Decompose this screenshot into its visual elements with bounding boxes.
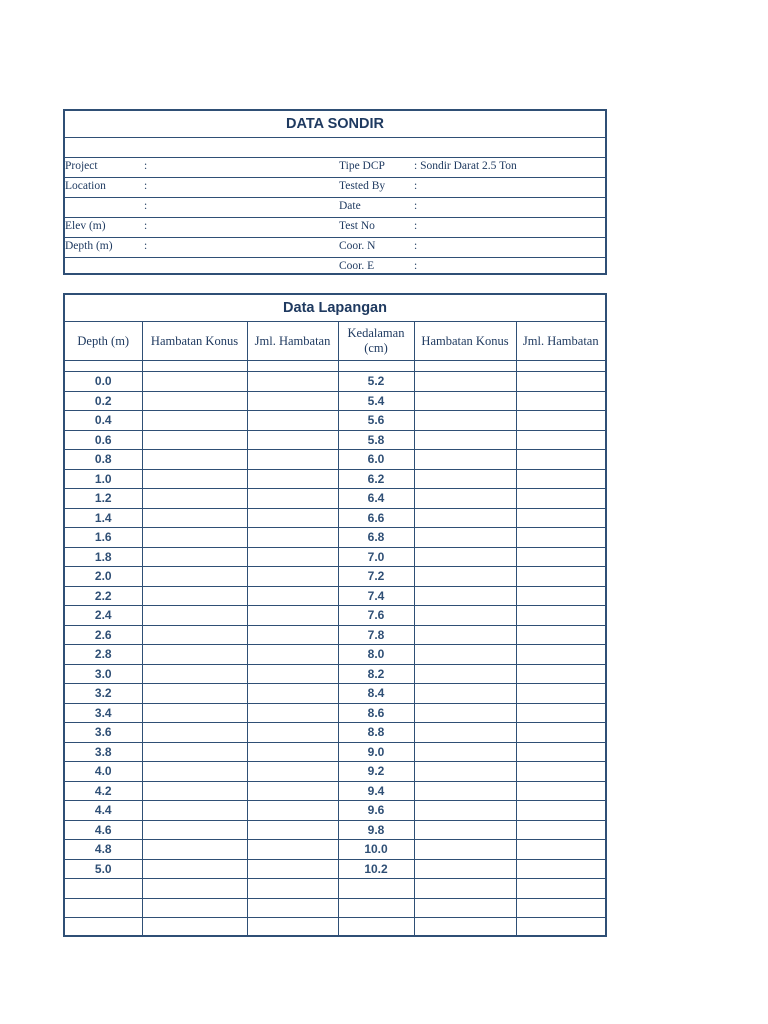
depth-cell: 4.2 bbox=[65, 781, 142, 801]
kedalaman-cell: 5.2 bbox=[338, 372, 414, 392]
depth-cell: 0.2 bbox=[65, 391, 142, 411]
depth-cell: 1.0 bbox=[65, 469, 142, 489]
table-cell bbox=[142, 469, 247, 489]
table-cell bbox=[247, 664, 338, 684]
location-colon: : bbox=[144, 180, 148, 192]
depth-cell: 0.4 bbox=[65, 411, 142, 431]
table-cell bbox=[247, 645, 338, 665]
table-cell bbox=[247, 918, 338, 937]
table-cell bbox=[142, 391, 247, 411]
sheet-title: DATA SONDIR bbox=[65, 111, 605, 138]
table-cell bbox=[247, 606, 338, 626]
kedalaman-cell: 6.6 bbox=[338, 508, 414, 528]
kedalaman-cell: 5.4 bbox=[338, 391, 414, 411]
table-spacer-row bbox=[65, 361, 605, 372]
depth-cell: 3.0 bbox=[65, 664, 142, 684]
tipe-value: : Sondir Darat 2.5 Ton bbox=[414, 160, 517, 172]
table-cell bbox=[142, 879, 247, 899]
depth-cell: 3.4 bbox=[65, 703, 142, 723]
table-row bbox=[65, 859, 605, 879]
table-cell bbox=[414, 411, 516, 431]
table-row bbox=[65, 840, 605, 860]
tested-label: Tested By bbox=[339, 180, 386, 192]
table-row bbox=[65, 411, 605, 431]
table-cell bbox=[414, 361, 516, 372]
depth-cell: 3.8 bbox=[65, 742, 142, 762]
table-cell bbox=[247, 361, 338, 372]
table-cell bbox=[516, 840, 605, 860]
table-cell bbox=[247, 840, 338, 860]
project-label: Project bbox=[65, 160, 98, 172]
table-cell bbox=[516, 391, 605, 411]
table-cell bbox=[142, 820, 247, 840]
kedalaman-cell: 9.2 bbox=[338, 762, 414, 782]
header-hambatan-konus: Hambatan Konus bbox=[142, 322, 247, 361]
kedalaman-cell: 6.0 bbox=[338, 450, 414, 470]
table-row bbox=[65, 898, 605, 918]
table-cell bbox=[142, 567, 247, 587]
table-cell bbox=[142, 801, 247, 821]
table-row bbox=[65, 645, 605, 665]
info-row-elev bbox=[65, 218, 605, 238]
table-cell bbox=[142, 625, 247, 645]
depth-cell: 4.4 bbox=[65, 801, 142, 821]
table-cell bbox=[516, 411, 605, 431]
kedalaman-cell: 8.4 bbox=[338, 684, 414, 704]
table-cell bbox=[247, 469, 338, 489]
table-cell bbox=[247, 742, 338, 762]
depth-cell: 2.6 bbox=[65, 625, 142, 645]
table-cell bbox=[516, 742, 605, 762]
table-cell bbox=[414, 918, 516, 937]
table-cell bbox=[247, 567, 338, 587]
table-cell bbox=[247, 625, 338, 645]
kedalaman-cell: 7.4 bbox=[338, 586, 414, 606]
project-colon: : bbox=[144, 160, 148, 172]
header-jml-hambatan: Jml. Hambatan bbox=[247, 322, 338, 361]
kedalaman-cell: 7.8 bbox=[338, 625, 414, 645]
depth-cell: 1.2 bbox=[65, 489, 142, 509]
tested-colon: : bbox=[414, 180, 418, 192]
table-cell bbox=[142, 547, 247, 567]
elev-colon: : bbox=[144, 220, 148, 232]
table-cell bbox=[516, 450, 605, 470]
info-row-depth bbox=[65, 238, 605, 258]
kedalaman-cell: 6.8 bbox=[338, 528, 414, 548]
table-cell bbox=[247, 762, 338, 782]
table-row bbox=[65, 879, 605, 899]
table-cell bbox=[516, 469, 605, 489]
table-cell bbox=[142, 840, 247, 860]
table-cell bbox=[414, 450, 516, 470]
table-cell bbox=[414, 703, 516, 723]
info-row-project bbox=[65, 158, 605, 178]
coor-n-colon: : bbox=[414, 240, 418, 252]
depth-cell: 4.0 bbox=[65, 762, 142, 782]
table-cell bbox=[414, 567, 516, 587]
table-row bbox=[65, 781, 605, 801]
table-cell bbox=[247, 489, 338, 509]
table-cell bbox=[142, 859, 247, 879]
table-cell bbox=[414, 820, 516, 840]
table-cell bbox=[516, 606, 605, 626]
table-cell bbox=[516, 801, 605, 821]
table-cell bbox=[516, 859, 605, 879]
date-colon: : bbox=[414, 200, 418, 212]
table-cell bbox=[247, 586, 338, 606]
table-row bbox=[65, 430, 605, 450]
depth-label: Depth (m) bbox=[65, 240, 113, 252]
table-cell bbox=[414, 879, 516, 899]
depth-colon: : bbox=[144, 240, 148, 252]
table-cell bbox=[516, 528, 605, 548]
tipe-label: Tipe DCP bbox=[339, 160, 385, 172]
table-row bbox=[65, 606, 605, 626]
blank-colon: : bbox=[144, 200, 148, 212]
location-label: Location bbox=[65, 180, 106, 192]
table-cell bbox=[516, 684, 605, 704]
table-cell bbox=[414, 840, 516, 860]
table-cell bbox=[142, 781, 247, 801]
table-row bbox=[65, 567, 605, 587]
depth-cell: 4.8 bbox=[65, 840, 142, 860]
table-cell bbox=[414, 859, 516, 879]
table-cell bbox=[142, 645, 247, 665]
table-cell bbox=[142, 411, 247, 431]
table-cell bbox=[247, 528, 338, 548]
table-row bbox=[65, 391, 605, 411]
table-cell bbox=[247, 684, 338, 704]
table-cell bbox=[247, 547, 338, 567]
kedalaman-cell: 9.4 bbox=[338, 781, 414, 801]
coor-e-label: Coor. E bbox=[339, 260, 375, 272]
table-cell bbox=[247, 781, 338, 801]
table-cell bbox=[142, 703, 247, 723]
table-cell bbox=[142, 664, 247, 684]
table-cell bbox=[516, 547, 605, 567]
kedalaman-cell: 8.8 bbox=[338, 723, 414, 743]
info-row-date bbox=[65, 198, 605, 218]
table-cell bbox=[414, 645, 516, 665]
kedalaman-cell: 7.0 bbox=[338, 547, 414, 567]
table-cell bbox=[516, 898, 605, 918]
testno-colon: : bbox=[414, 220, 418, 232]
table-row bbox=[65, 469, 605, 489]
table-cell bbox=[414, 586, 516, 606]
header-hambatan-konus-2: Hambatan Konus bbox=[414, 322, 516, 361]
kedalaman-cell: 5.8 bbox=[338, 430, 414, 450]
table-cell bbox=[65, 898, 142, 918]
table-row bbox=[65, 372, 605, 392]
data-lapangan-sheet bbox=[63, 293, 607, 937]
table-cell bbox=[142, 361, 247, 372]
table-cell bbox=[516, 723, 605, 743]
table-cell bbox=[142, 528, 247, 548]
coor-n-label: Coor. N bbox=[339, 240, 376, 252]
table-row bbox=[65, 450, 605, 470]
table-cell bbox=[247, 391, 338, 411]
table-cell bbox=[414, 489, 516, 509]
table-cell bbox=[516, 361, 605, 372]
blank-row bbox=[65, 138, 605, 158]
table-row bbox=[65, 801, 605, 821]
kedalaman-cell: 8.0 bbox=[338, 645, 414, 665]
header-depth: Depth (m) bbox=[65, 322, 142, 361]
table-cell bbox=[414, 625, 516, 645]
depth-cell: 1.6 bbox=[65, 528, 142, 548]
table-header-row bbox=[65, 322, 605, 361]
table-cell bbox=[516, 372, 605, 392]
date-label: Date bbox=[339, 200, 361, 212]
table-cell bbox=[414, 742, 516, 762]
table-row bbox=[65, 586, 605, 606]
info-row-location bbox=[65, 178, 605, 198]
table-cell bbox=[516, 430, 605, 450]
depth-cell: 0.0 bbox=[65, 372, 142, 392]
kedalaman-cell: 9.6 bbox=[338, 801, 414, 821]
table-cell bbox=[142, 762, 247, 782]
table-cell bbox=[142, 723, 247, 743]
table-row bbox=[65, 762, 605, 782]
table-row bbox=[65, 625, 605, 645]
table-cell bbox=[414, 547, 516, 567]
table-cell bbox=[247, 898, 338, 918]
table-cell bbox=[414, 684, 516, 704]
table-cell bbox=[516, 508, 605, 528]
table-cell bbox=[142, 606, 247, 626]
depth-cell: 3.2 bbox=[65, 684, 142, 704]
table-cell bbox=[516, 567, 605, 587]
table-cell bbox=[338, 918, 414, 937]
table-cell bbox=[247, 508, 338, 528]
table-cell bbox=[247, 879, 338, 899]
header-jml-hambatan-2: Jml. Hambatan bbox=[516, 322, 605, 361]
table-cell bbox=[516, 879, 605, 899]
table-cell bbox=[142, 586, 247, 606]
table-cell bbox=[142, 742, 247, 762]
kedalaman-cell: 7.2 bbox=[338, 567, 414, 587]
lapangan-title: Data Lapangan bbox=[65, 295, 605, 322]
table-cell bbox=[142, 372, 247, 392]
table-row bbox=[65, 684, 605, 704]
kedalaman-cell: 6.4 bbox=[338, 489, 414, 509]
table-cell bbox=[516, 703, 605, 723]
depth-cell: 5.0 bbox=[65, 859, 142, 879]
kedalaman-cell: 8.2 bbox=[338, 664, 414, 684]
kedalaman-cell: 5.6 bbox=[338, 411, 414, 431]
testno-label: Test No bbox=[339, 220, 375, 232]
table-cell bbox=[247, 703, 338, 723]
kedalaman-cell: 10.2 bbox=[338, 859, 414, 879]
depth-cell: 2.2 bbox=[65, 586, 142, 606]
table-cell bbox=[414, 508, 516, 528]
table-cell bbox=[414, 723, 516, 743]
depth-cell: 1.4 bbox=[65, 508, 142, 528]
kedalaman-cell: 9.8 bbox=[338, 820, 414, 840]
table-cell bbox=[414, 801, 516, 821]
table-cell bbox=[414, 469, 516, 489]
table-row bbox=[65, 723, 605, 743]
table-cell bbox=[516, 781, 605, 801]
depth-cell: 2.0 bbox=[65, 567, 142, 587]
table-cell bbox=[247, 430, 338, 450]
table-cell bbox=[338, 898, 414, 918]
table-cell bbox=[142, 450, 247, 470]
table-cell bbox=[516, 645, 605, 665]
table-cell bbox=[142, 489, 247, 509]
table-cell bbox=[414, 781, 516, 801]
coor-e-colon: : bbox=[414, 260, 418, 272]
kedalaman-cell: 8.6 bbox=[338, 703, 414, 723]
table-cell bbox=[142, 508, 247, 528]
table-cell bbox=[414, 606, 516, 626]
table-cell bbox=[516, 664, 605, 684]
table-row bbox=[65, 918, 605, 937]
table-cell bbox=[142, 684, 247, 704]
elev-label: Elev (m) bbox=[65, 220, 106, 232]
table-cell bbox=[247, 801, 338, 821]
table-cell bbox=[247, 820, 338, 840]
data-sondir-sheet bbox=[63, 109, 607, 275]
table-cell bbox=[247, 450, 338, 470]
depth-cell: 4.6 bbox=[65, 820, 142, 840]
table-cell bbox=[247, 723, 338, 743]
depth-cell: 1.8 bbox=[65, 547, 142, 567]
table-cell bbox=[516, 586, 605, 606]
depth-cell: 0.8 bbox=[65, 450, 142, 470]
table-cell bbox=[516, 918, 605, 937]
table-cell bbox=[414, 372, 516, 392]
table-cell bbox=[516, 489, 605, 509]
table-cell bbox=[142, 898, 247, 918]
table-cell bbox=[142, 430, 247, 450]
table-cell bbox=[414, 898, 516, 918]
kedalaman-cell: 6.2 bbox=[338, 469, 414, 489]
table-cell bbox=[516, 762, 605, 782]
depth-cell: 0.6 bbox=[65, 430, 142, 450]
header-kedalaman: Kedalaman (cm) bbox=[338, 322, 414, 361]
table-row bbox=[65, 742, 605, 762]
table-cell bbox=[414, 664, 516, 684]
table-cell bbox=[338, 879, 414, 899]
table-cell bbox=[247, 411, 338, 431]
depth-cell: 3.6 bbox=[65, 723, 142, 743]
table-cell bbox=[142, 918, 247, 937]
table-row bbox=[65, 547, 605, 567]
table-cell bbox=[65, 918, 142, 937]
table-row bbox=[65, 508, 605, 528]
kedalaman-cell: 9.0 bbox=[338, 742, 414, 762]
depth-cell: 2.4 bbox=[65, 606, 142, 626]
table-cell bbox=[414, 762, 516, 782]
table-cell bbox=[338, 361, 414, 372]
table-cell bbox=[516, 625, 605, 645]
table-row bbox=[65, 820, 605, 840]
lapangan-table bbox=[65, 322, 605, 937]
table-cell bbox=[247, 859, 338, 879]
table-cell bbox=[414, 528, 516, 548]
table-cell bbox=[516, 820, 605, 840]
kedalaman-cell: 7.6 bbox=[338, 606, 414, 626]
table-cell bbox=[65, 879, 142, 899]
table-cell bbox=[414, 391, 516, 411]
info-row-coor-e bbox=[65, 258, 605, 277]
table-row bbox=[65, 664, 605, 684]
depth-cell: 2.8 bbox=[65, 645, 142, 665]
table-cell bbox=[65, 361, 142, 372]
table-cell bbox=[414, 430, 516, 450]
table-row bbox=[65, 489, 605, 509]
table-cell bbox=[247, 372, 338, 392]
table-row bbox=[65, 528, 605, 548]
kedalaman-cell: 10.0 bbox=[338, 840, 414, 860]
table-row bbox=[65, 703, 605, 723]
